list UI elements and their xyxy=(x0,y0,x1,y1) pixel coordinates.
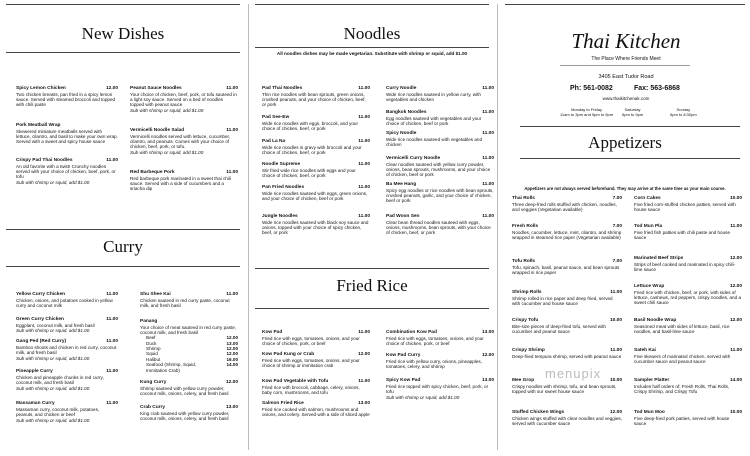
watermark: menupix xyxy=(545,366,602,381)
menu-item-price: 11.00 xyxy=(226,292,238,297)
divider xyxy=(255,268,489,269)
divider xyxy=(6,266,240,267)
hours-time: 5pm to 8:30pm xyxy=(670,112,697,117)
hours-day: Saturday xyxy=(624,107,641,112)
fax: Fax: 563-6868 xyxy=(634,85,680,92)
menu-item-description: Three deep-fried rolls stuffed with chicken, noodles, and veggies (Vegetarian available) xyxy=(512,201,617,212)
menu-item-description: Red barbeque pork marinated in a sweet thai chili sauce. Served with a side of cucumbers and a sriacha dip xyxy=(130,175,231,192)
appetizers-note: Appetizers are not always served beforehand. They may arrive at the same time as your main course. xyxy=(524,186,726,191)
menu-item-name: Spicy Noodle xyxy=(386,131,417,136)
menu-item xyxy=(16,401,118,423)
menu-item-name: Sampler Platter xyxy=(634,378,670,383)
menu-item-description: Noodles, cucumber, lettuce, mint, cilantro, and shrimp wrapped in steamed rice paper (Vegetarian available) xyxy=(512,229,622,240)
menu-item xyxy=(386,110,494,126)
menu-item-name: Tofu Rolls xyxy=(512,259,536,264)
menu-item xyxy=(386,182,494,203)
menu-item-description: Shrimp rolled in rice paper and deep fried, served with cucumber and house sauce xyxy=(512,295,613,306)
menu-item xyxy=(512,196,622,212)
menu-item-description: Crispy noodles with shrimp, tofu, and bean sprouts, topped with our sweet house sauce xyxy=(512,383,617,394)
menu-item-description: Chicken wings stuffed with clear noodles and veggies, served with cucumber sauce xyxy=(512,415,622,426)
menu-item-price: 12.00 xyxy=(225,380,238,385)
menu-item-description: Chicken sauteed in red curry paste, coconut milk, and fresh basil xyxy=(140,297,230,308)
menu-item-description: Your choice of chicken, beef, pork, or tofu sauteed in a light soy sauce. Served on a bed of noodles topped with peanut sauce xyxy=(130,91,237,108)
menu-item-description: Eggplant, coconut milk, and fresh basil xyxy=(16,322,95,328)
menu-item-price: 12.00 xyxy=(105,86,118,91)
menu-item-name: Basil Noodle Wrap xyxy=(634,318,677,323)
menu-item-description: Fried rice with yellow curry, onions, pineapples, tomatoes, celery, and shrimp xyxy=(386,358,482,369)
menu-item-name: Crispy Pad Thai Noodles xyxy=(16,158,73,163)
menu-item xyxy=(130,128,238,155)
menu-item-name: Ba Mee Hang xyxy=(386,182,417,187)
menu-item xyxy=(16,158,118,185)
menu-item xyxy=(634,284,742,305)
top-rule xyxy=(6,4,240,5)
menu-item-price: 11.00 xyxy=(358,115,370,120)
menu-item xyxy=(512,259,622,275)
menu-item xyxy=(386,378,494,400)
menu-item-price: 11.00 xyxy=(106,317,118,322)
menu-item-name: Mee Grop xyxy=(512,378,535,383)
menu-item-name: Pad Woon Sen xyxy=(386,214,420,219)
menu-item-price: 10.00 xyxy=(729,196,742,201)
menu-item-name: Massaman Curry xyxy=(16,401,55,406)
divider xyxy=(560,65,690,66)
menu-item xyxy=(16,369,118,391)
menu-item-description: Five skewers of marinated chicken, served with cucumber sauce and peanut sauce xyxy=(634,353,731,364)
menu-item-price: 7.00 xyxy=(612,196,622,201)
menu-item-substitution: Sub with shrimp or squid, add $1.00 xyxy=(130,149,204,155)
menu-item-name: Kow Pad Curry xyxy=(386,353,421,358)
menu-item-name: Pad La Na xyxy=(262,139,286,144)
menu-item-name: Green Curry Chicken xyxy=(16,317,64,322)
menu-item-description: Five fried fish patties with chili paste and house sauce xyxy=(634,229,731,240)
menu-item xyxy=(512,410,622,426)
menu-item-name: Kow Pad Vegetable with Tofu xyxy=(262,379,329,384)
menu-item-option: Beef 12.00 xyxy=(146,335,238,341)
menu-item-description: Clear bean thread noodles sauteed with eggs, onions, mushrooms, bean sprouts, with your choice of chicken, beef, or pork xyxy=(386,219,491,236)
menu-item-description: Egg noodles sauteed with vegetables and your choice of chicken, beef or pork xyxy=(386,115,482,126)
menu-item-name: Crab Curry xyxy=(140,405,166,410)
menu-item-price: 10.00 xyxy=(729,410,742,415)
menu-item xyxy=(386,156,494,177)
menu-item-description: Wide rice noodles sauteed with black soy sauce and onions, topped with your choice of spicy chicken, beef, or pork xyxy=(262,219,369,236)
menu-item-price: 11.00 xyxy=(358,162,370,167)
menu-item-substitution: Sub with shrimp or squid, add $1.00 xyxy=(16,355,90,361)
hours-entry xyxy=(622,107,643,117)
menu-item xyxy=(262,86,370,107)
noodles-note: All noodles dishes may be made vegetarian. Substitute with shrimp or squid, add $1.00 xyxy=(276,51,468,56)
menu-item-description: Stir fried wide rice noodles with eggs and your choice of chicken, beef, or pork xyxy=(262,167,356,178)
menu-item-name: Panang xyxy=(140,319,158,324)
menu-item xyxy=(262,185,370,201)
menu-item-option: Shrimp 12.00 xyxy=(146,345,238,351)
menu-item-option: Halibut 16.00 xyxy=(146,356,238,362)
menu-item-name: Red Barbeque Pork xyxy=(130,170,175,175)
menu-item-description: Chicken and pineapple chunks in red curry, coconut milk, and fresh basil xyxy=(16,374,104,385)
menu-item-description: Fried rice cooked with salmon, mushrooms and onions, and celery. Served with a side of sliced apple xyxy=(262,406,370,417)
menu-item-description: Wide rice noodles in gravy with broccoli and your choice of chicken, beef, or pork xyxy=(262,144,362,155)
menu-item-price: 11.00 xyxy=(482,214,494,219)
divider xyxy=(520,126,740,127)
menu-item-description: Fried rice topped with spicy chicken, beef, pork, or tofu xyxy=(386,383,489,394)
menu-item-name: Fresh Rolls xyxy=(512,224,539,229)
section-title-noodles: Noodles xyxy=(343,24,401,43)
menu-item xyxy=(262,379,370,395)
menu-item-description: Wide rice noodles with eggs, broccoli, and your choice of chicken, beef, or pork xyxy=(262,120,359,131)
restaurant-name: Thai Kitchen xyxy=(571,29,681,53)
menu-item-price: 13.00 xyxy=(481,330,494,335)
menu-item-name: Gang Ped (Red Curry) xyxy=(16,339,67,344)
menu-item xyxy=(634,256,742,272)
menu-item-name: Stuffed Chicken Wings xyxy=(512,410,565,415)
menu-item-price: 12.00 xyxy=(729,284,742,289)
menu-item xyxy=(16,317,118,334)
divider xyxy=(255,308,489,309)
menu-item xyxy=(386,330,494,346)
menu-item xyxy=(262,401,370,417)
menu-item-name: Spicy Kow Pad xyxy=(386,378,421,383)
menu-item xyxy=(386,131,494,147)
section-title-curry: Curry xyxy=(103,237,143,256)
menu-item xyxy=(634,318,742,334)
menu-item-price: 11.00 xyxy=(358,214,370,219)
menu-item-price: 14.00 xyxy=(729,378,742,383)
menu-item-price: 7.00 xyxy=(612,259,622,264)
menu-item-name: Jungle Noodles xyxy=(262,214,298,219)
menu-item-name: Vermicelli Noodle Salad xyxy=(130,128,185,133)
menu-item xyxy=(512,224,622,240)
menu-item-description: Vermicelli noodles served with lettuce, cucumber, cilantro, and peanuts. Comes with your choice of chicken, beef, pork, or tofu. xyxy=(130,133,231,150)
menu-item-description: Five fried corn-stuffed chicken patties, served with house sauce xyxy=(634,201,736,212)
menu-item-price: 11.00 xyxy=(730,224,742,229)
menu-item-price: 11.00 xyxy=(226,86,238,91)
divider xyxy=(520,158,740,159)
menu-item-name: Bangkok Noodles xyxy=(386,110,427,115)
menu-item-name: Peanut Sauce Noodles xyxy=(130,86,182,91)
menu-item-price: 13.00 xyxy=(225,405,238,410)
menu-item-name: Pineapple Curry xyxy=(16,369,53,374)
website: www.thaikitchenak.com xyxy=(602,96,650,101)
menu-item xyxy=(634,378,742,394)
menu-item-description: Chicken, onions, and potatoes cooked in yellow curry and coconut milk xyxy=(16,297,113,308)
hours-day: Sunday xyxy=(676,107,691,112)
menu-item-name: Lettuce Wrap xyxy=(634,284,665,289)
menu-item xyxy=(262,214,370,235)
menu-item-price: 11.00 xyxy=(730,348,742,353)
menu-item-description: Wide rice noodles sauteed with eggs, green onions, and your choice of chicken, beef or pork xyxy=(262,190,368,201)
menu-item-description: Includes half orders of: Fresh Rolls, Thai Rolls, Crispy Shrimp, and Crispy Tofu xyxy=(634,383,730,394)
menu-item xyxy=(634,224,742,240)
menu-item-description: Five deep-fried pork patties, served with house sauce xyxy=(634,415,730,426)
menu-item xyxy=(262,162,370,178)
menu-item-substitution: Sub with shrimp or squid, add $1.00 xyxy=(16,417,90,423)
menu-item-price: 11.00 xyxy=(482,182,494,187)
menu-item-price: 11.00 xyxy=(610,290,622,295)
menu-item-price: 11.00 xyxy=(358,185,370,190)
menu-item xyxy=(386,86,494,102)
menu-item-description: Spicy egg noodles or rice noodles with bean sprouts, crushed peanuts, garlic, and your choice of chicken, beef or pork xyxy=(386,187,494,204)
menu-item xyxy=(140,405,238,421)
menu-item-description: Fried rice with eggs, tomatoes, onions, and your choice of shrimp or immitation crab xyxy=(262,357,360,368)
menu-item-description: Fried rice with eggs, tomatoes, onions, and your choice of chicken, pork, or beef xyxy=(262,335,360,346)
menu-item-description: Wide rice noodles sauteed with vegetables and chicken xyxy=(386,136,483,147)
menu-item-description: Fried rice with chicken, beef, or pork, with sides of lettuce, cashews, red peppers, crispy noodles, and a sweet chili sauce xyxy=(634,289,741,306)
menu-item xyxy=(262,115,370,131)
menu-item-price: 11.00 xyxy=(610,348,622,353)
hours-day: Monday to Friday xyxy=(571,107,602,112)
menu-item-price: 11.00 xyxy=(106,401,118,406)
menu-item-name: Shu Shee Kai xyxy=(140,292,171,297)
menu-item xyxy=(140,292,238,308)
menu-item xyxy=(262,352,370,368)
menu-item-name: Pad See-Ew xyxy=(262,115,290,120)
menu-item-description: Clear noodles sauteed with yellow curry powder, onions, bean sprouts, mushrooms, and your choice of chicken, beef or pork xyxy=(386,161,491,178)
menu-item-substitution: Sub with shrimp or squid, add $1.00 xyxy=(130,107,204,113)
menu-item-name: Marinated Beef Strips xyxy=(634,256,684,261)
menu-item-substitution: Sub with shrimp or squid, add $1.00 xyxy=(16,179,90,185)
menu-item-substitution: Sub with shrimp or squid, add $1.00 xyxy=(16,385,90,391)
top-rule xyxy=(505,4,745,5)
divider xyxy=(255,47,489,48)
menu-item-option: Duck 13.00 xyxy=(146,340,238,346)
tagline: The Place Where Friends Meet xyxy=(591,56,661,62)
menu-item-price: 13.00 xyxy=(481,378,494,383)
divider xyxy=(6,229,240,230)
menu-item-price: 11.00 xyxy=(482,110,494,115)
menu-item-name: Combination Kow Pad xyxy=(386,330,437,335)
menu-item-description: Bite-size pieces of deep-fried tofu, served with cucumber and peanut sauce xyxy=(512,323,606,334)
hours-time: 5pm to 9pm xyxy=(622,112,644,117)
menu-item-price: 11.00 xyxy=(106,339,118,344)
menu-item-price: 7.00 xyxy=(612,224,622,229)
menu-item-price: 11.00 xyxy=(358,139,370,144)
section-title-new-dishes: New Dishes xyxy=(81,24,165,43)
menu-item xyxy=(16,123,118,144)
menu-item-description: Massaman curry, coconut milk, potatoes, peanuts, and chicken or beef xyxy=(16,406,100,417)
menu-item-price: 11.00 xyxy=(226,128,238,133)
column-divider xyxy=(248,4,249,450)
phone: Ph: 561-0082 xyxy=(570,85,613,92)
menu-item xyxy=(140,380,238,396)
menu-item-description: Two chicken breasts, pan fried in a spicy lemon sauce. Served with steamed broccoli and topped with chili paste xyxy=(16,91,116,108)
menu-item-description: Fried rice with eggs, tomatoes, onions, and your choice of chicken, pork, or beef xyxy=(386,335,484,346)
menu-item-description: King crab sauteed with yellow curry powder, coconut milk, onions, celery, and fresh basil xyxy=(140,410,230,421)
menu-item-price: 10.00 xyxy=(609,318,622,323)
menu-item-description: Fried rice with broccoli, cabbage, celery, onions, baby corn, mushrooms, and tofu xyxy=(262,384,360,395)
menu-item-name: Vermicelli Curry Noodle xyxy=(386,156,441,161)
menu-item-name: Thai Rolls xyxy=(512,196,535,201)
menu-item xyxy=(512,348,622,359)
menu-item-name: Salmon Fried Rice xyxy=(262,401,304,406)
menu-item-price: 11.00 xyxy=(106,158,118,163)
menu-item-price: 11.00 xyxy=(482,156,494,161)
menu-item-description: An old favorite with a twist! Crunchy noodles served with your choice of chicken, beef, pork, or tofu xyxy=(16,163,116,180)
menu-item-name: Yellow Curry Chicken xyxy=(16,292,66,297)
menu-item-price: 10.00 xyxy=(609,378,622,383)
menu-item-description: Shrimp sauteed with yellow curry powder, coconut milk, onions, celery, and fresh basil xyxy=(140,385,229,396)
hours-time: 11am to 3pm and 5pm to 9pm xyxy=(560,112,614,117)
menu-item-option: Squid 12.00 xyxy=(146,351,238,357)
menu-item-name: Crispy Tofu xyxy=(512,318,539,323)
menu-item xyxy=(512,318,622,334)
menu-item-name: Pan Fried Noodles xyxy=(262,185,305,190)
menu-item-name: Spicy Lemon Chicken xyxy=(16,86,66,91)
menu-item-price: 11.00 xyxy=(358,379,370,384)
menu-item-description: Tofu, spinach, basil, peanut sauce, and bean sprouts wrapped in rice paper xyxy=(512,264,620,275)
menu-item-name: Tod Mun Pla xyxy=(634,224,663,229)
address: 3405 East Tudor Road xyxy=(598,74,654,80)
menu-item-name: Kung Curry xyxy=(140,380,167,385)
menu-item xyxy=(130,86,238,113)
menu-item-price: 12.00 xyxy=(481,353,494,358)
menu-item-price: 11.00 xyxy=(106,369,118,374)
menu-item xyxy=(634,196,742,212)
menu-item-name: Kow Pad Kung or Crab xyxy=(262,352,315,357)
menu-item-name: Curry Noodle xyxy=(386,86,417,91)
menu-item-price: 13.00 xyxy=(357,401,370,406)
menu-item-name: Shrimp Rolls xyxy=(512,290,542,295)
menu-item xyxy=(386,353,494,369)
menu-item xyxy=(634,348,742,364)
menu-item-price: 11.00 xyxy=(358,86,370,91)
menu-item xyxy=(262,330,370,346)
menu-item-price: 11.00 xyxy=(482,131,494,136)
section-title-appetizers: Appetizers xyxy=(588,133,662,152)
menu-item-name: Pad Thai Noodles xyxy=(262,86,303,91)
menu-item-description: Skewered miniature meatballs served with lettuce, cilantro, and basil to make your own wrap. Served with a sweet and spicy house sauce xyxy=(16,128,118,145)
menu-item-name: Tod Mun Moo xyxy=(634,410,665,415)
menu-item-description: Seasoned meat with sides of lettuce, basil, rice noodles, and basil-lime sauce xyxy=(634,323,730,334)
menu-item xyxy=(386,214,494,235)
hours-entry xyxy=(560,107,613,117)
menu-item-price: 11.00 xyxy=(106,292,118,297)
menu-item-description: Wide rice noodles sauteed in yellow curry, with vegetables and chicken xyxy=(386,91,481,102)
menu-item xyxy=(16,292,118,308)
menu-item-name: Crispy Shrimp xyxy=(512,348,545,353)
menu-item-description: Deep-fried tempura shrimp, served with peanut sauce xyxy=(512,353,622,359)
top-rule xyxy=(255,4,489,5)
menu-item-price: 12.00 xyxy=(729,256,742,261)
menu-item-price: 12.00 xyxy=(609,410,622,415)
menu-item-price: 11.00 xyxy=(358,330,370,335)
menu-item-option: Seafood (Shrimp, Squid, Immitation Crab) 14.00 xyxy=(146,362,238,373)
divider xyxy=(6,52,240,53)
column-divider xyxy=(497,4,498,450)
menu-item-name: Corn Cakes xyxy=(634,196,661,201)
menu-item-price: 12.00 xyxy=(729,318,742,323)
menu-item xyxy=(130,170,238,191)
menu-item-name: Pork Meatball Wrap xyxy=(16,123,61,128)
menu-item-name: Sateh Kai xyxy=(634,348,656,353)
menu-item-name: Noodle Supreme xyxy=(262,162,301,167)
menu-item-description: Your choice of meat sauteed in red curry paste, coconut milk, and fresh basil xyxy=(140,324,237,335)
menu-item xyxy=(634,410,742,426)
menu-item-description: Bamboo shoots and chicken in red curry, coconut milk, and fresh basil xyxy=(16,344,117,355)
menu-item-price: 12.00 xyxy=(357,352,370,357)
menu-item xyxy=(512,378,622,394)
menu-item xyxy=(16,86,118,107)
menu-item-substitution: Sub with shrimp or squid, add $1.00 xyxy=(16,328,90,334)
menu-item xyxy=(262,139,370,155)
menu-item-name: Kow Pad xyxy=(262,330,283,335)
hours-entry xyxy=(670,107,697,117)
menu-item xyxy=(512,290,622,306)
menu-item-substitution: Sub with shrimp or squid, add $1.00 xyxy=(386,394,460,400)
menu-item-price: 11.00 xyxy=(482,86,494,91)
menu-item xyxy=(16,339,118,361)
section-title-fried-rice: Fried Rice xyxy=(336,276,408,295)
menu-item-description: Thin rice noodles with bean sprouts, green onions, crushed peanuts, and your choice of chicken, beef, or pork xyxy=(262,91,366,108)
menu-item xyxy=(140,319,238,373)
menu-item-description: Strips of beef cooked and marinated in spicy chili-lime sauce xyxy=(634,261,736,272)
menu-item-price: 11.00 xyxy=(226,170,238,175)
